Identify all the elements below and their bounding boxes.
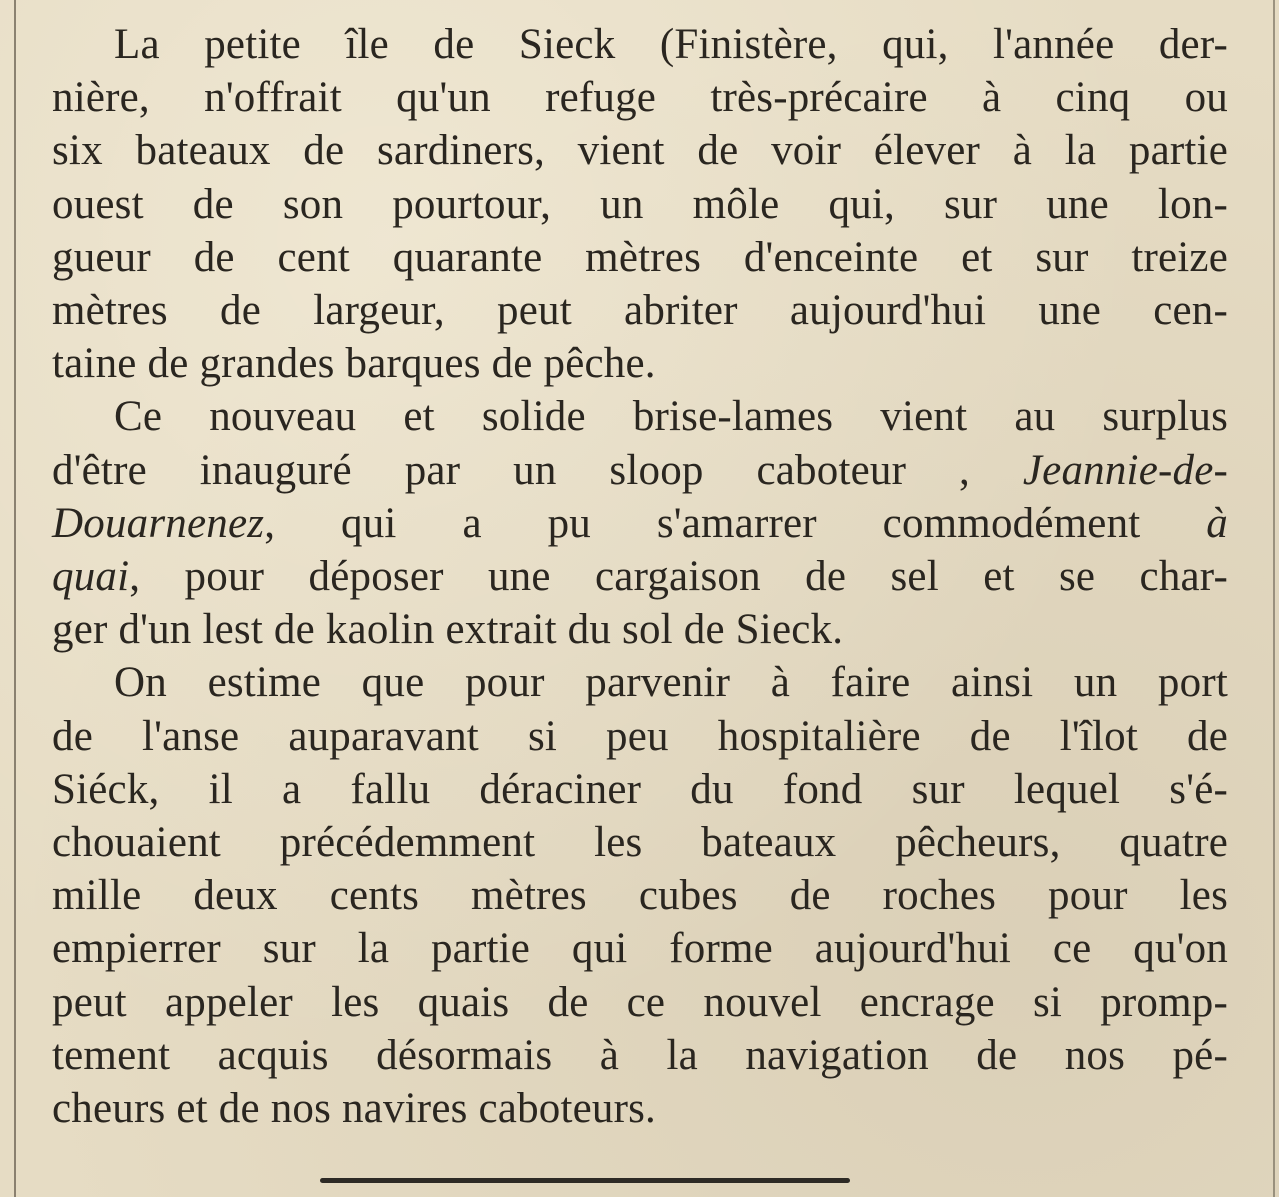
paragraph-1	[52, 18, 1228, 390]
text-line: taine de grandes barques de pêche.	[52, 340, 656, 388]
italic-phrase: à	[1206, 499, 1228, 547]
text-line: nière, n'offrait qu'un refuge très-précaire à cinq ou	[52, 74, 1228, 122]
text-line: empierrer sur la partie qui forme aujourd'hui ce qu'on	[52, 925, 1228, 973]
text-line: de l'anse auparavant si peu hospitalière de l'îlot de	[52, 712, 1228, 760]
italic-phrase: quai	[52, 553, 130, 601]
text-line: mètres de largeur, peut abriter aujourd'hui une cen-	[52, 287, 1228, 335]
text-line: Ce nouveau et solide brise-lames vient au surplus	[114, 393, 1228, 441]
text-line: ger d'un lest de kaolin extrait du sol de Sieck.	[52, 606, 844, 654]
text-line: La petite île de Sieck (Finistère, qui, l'année der-	[114, 21, 1228, 68]
text-line: Siéck, il a fallu déraciner du fond sur lequel s'é-	[52, 765, 1228, 813]
text-line: cheurs et de nos navires caboteurs.	[52, 1085, 657, 1133]
text-line: chouaient précédemment les bateaux pêcheurs, quatre	[52, 819, 1228, 867]
text-line	[52, 550, 1228, 603]
text-segment: , pour déposer une cargaison de sel et se char-	[129, 553, 1228, 601]
article-end-rule	[320, 1178, 850, 1183]
column-rule-right	[1273, 0, 1275, 1197]
text-line: six bateaux de sardiners, vient de voir élever à la partie	[52, 127, 1228, 175]
text-line	[52, 497, 1228, 550]
column-rule-left	[14, 0, 16, 1197]
article-body	[52, 18, 1228, 1135]
text-segment: d'être inauguré par un sloop caboteur ,	[52, 446, 970, 494]
text-line: mille deux cents mètres cubes de roches pour les	[52, 872, 1228, 920]
text-line	[52, 444, 1228, 497]
paragraph-3	[52, 656, 1228, 1135]
text-line: peut appeler les quais de ce nouvel encrage si promp-	[52, 978, 1228, 1026]
ship-name: Jeannie-de-	[1022, 446, 1229, 494]
text-segment: , qui a pu s'amarrer commodément	[264, 499, 1141, 547]
paragraph-2	[52, 390, 1228, 656]
text-line: tement acquis désormais à la navigation de nos pé-	[52, 1031, 1228, 1079]
text-line: ouest de son pourtour, un môle qui, sur une lon-	[52, 180, 1228, 228]
text-line: gueur de cent quarante mètres d'enceinte et sur treize	[52, 233, 1228, 281]
ship-name: Douarnenez	[52, 499, 265, 547]
text-line: On estime que pour parvenir à faire ainsi un port	[114, 659, 1228, 707]
